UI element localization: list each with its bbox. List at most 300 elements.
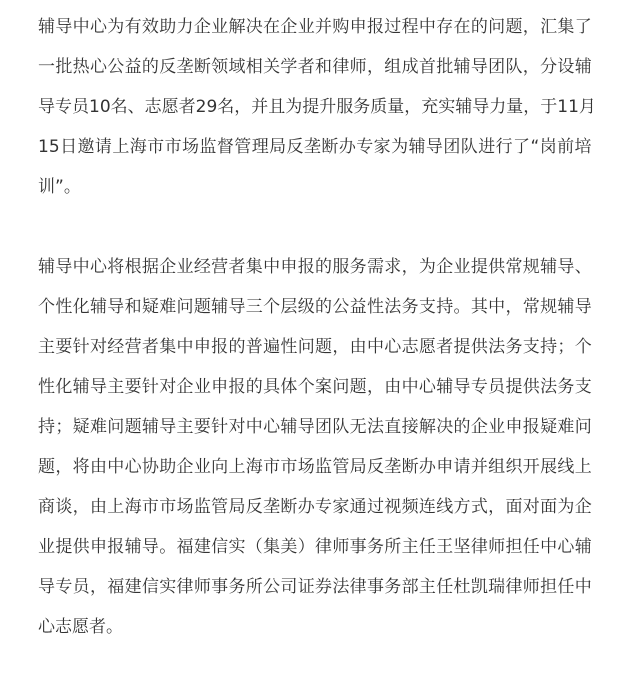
paragraph-2	[38, 247, 592, 647]
text-char: 律	[332, 57, 350, 77]
text-line	[38, 287, 592, 327]
text-char: 题	[124, 417, 142, 437]
text-char: 辅	[38, 17, 55, 37]
text-char: 务	[366, 537, 384, 557]
text-char: 题	[349, 377, 367, 397]
text-char: 中	[176, 337, 194, 357]
text-char: 管	[332, 457, 350, 477]
text-char: 由	[349, 337, 367, 357]
text-char: 司	[280, 577, 298, 597]
text-line	[38, 527, 592, 567]
text-char: 难	[89, 417, 107, 437]
text-char: 29	[195, 97, 218, 117]
text-char: 题	[505, 17, 523, 37]
text-char: 券	[315, 577, 332, 597]
text-char: 中	[72, 257, 90, 277]
text-char: 业	[176, 257, 194, 277]
text-char: 名	[217, 97, 235, 117]
text-char: ，	[366, 57, 384, 77]
text-char: 热	[72, 57, 90, 77]
text-char: 对	[228, 417, 246, 437]
text-char: 市	[263, 457, 281, 477]
text-char: 难	[557, 417, 575, 437]
text-char: 海	[124, 497, 142, 517]
text-char: 专	[55, 577, 73, 597]
text-char: 申	[349, 17, 367, 37]
text-char: 接	[401, 417, 419, 437]
text-char: 的	[453, 417, 471, 437]
text-char: 市	[164, 137, 182, 157]
text-char: 辅	[557, 297, 575, 317]
text-char: 场	[297, 457, 315, 477]
text-char: 题	[38, 457, 55, 477]
text-char: 员	[72, 97, 89, 117]
text-char: 请	[94, 137, 112, 157]
text-char: 辅	[280, 417, 298, 437]
text-char: 中	[263, 257, 281, 277]
text-char: 督	[216, 137, 234, 157]
text-char: 化	[72, 297, 90, 317]
text-char: 难	[159, 297, 177, 317]
text-char: 实	[438, 97, 456, 117]
text-char: 法	[366, 417, 384, 437]
text-line	[38, 607, 592, 647]
text-char: 供	[522, 377, 540, 397]
text-char: （	[245, 537, 263, 557]
text-char: 购	[332, 17, 350, 37]
text-char: 心	[89, 57, 107, 77]
text-char: 织	[505, 457, 523, 477]
text-char: 志	[144, 97, 162, 117]
text-char: 杜	[453, 577, 471, 597]
text-char: ；	[55, 417, 73, 437]
text-char: ，	[89, 577, 107, 597]
text-char: 报	[228, 377, 246, 397]
text-char: 局	[349, 457, 367, 477]
text-char: 组	[488, 457, 506, 477]
text-char: 导	[141, 537, 159, 557]
text-char: 辅	[453, 57, 471, 77]
text-char: 问	[176, 297, 194, 317]
text-char: 为	[418, 257, 436, 277]
text-char: 企	[280, 17, 298, 37]
text-char: 垄	[263, 497, 281, 517]
text-char: 进	[478, 137, 496, 157]
text-char: 题	[193, 297, 211, 317]
text-char: 反	[159, 57, 177, 77]
text-char: 实	[159, 577, 177, 597]
text-char: ，	[72, 497, 90, 517]
text-char: 无	[349, 417, 367, 437]
text-char: 中	[418, 17, 436, 37]
text-char: 问	[107, 417, 125, 437]
text-char: 律	[176, 577, 194, 597]
text-char: 垄	[176, 57, 194, 77]
text-char: 将	[107, 257, 125, 277]
text-line	[38, 327, 592, 367]
text-char: 中	[488, 297, 506, 317]
text-char: ，	[366, 377, 384, 397]
text-char: 辅	[72, 377, 90, 397]
text-char: 主	[401, 537, 419, 557]
text-char: 解	[418, 417, 436, 437]
text-char: 担	[505, 537, 523, 557]
text-char: 案	[315, 377, 332, 397]
text-char: ，	[523, 97, 541, 117]
text-char: 支	[522, 337, 540, 357]
text-char: ，	[234, 97, 252, 117]
text-char: ，	[332, 337, 350, 357]
text-line	[38, 567, 592, 607]
text-char: 性	[366, 297, 384, 317]
text-char: 反	[366, 457, 384, 477]
text-char: 业	[211, 17, 229, 37]
text-char: 展	[540, 457, 558, 477]
text-char: 了	[513, 137, 531, 157]
paragraph-1	[38, 7, 596, 207]
text-char: 普	[245, 337, 263, 357]
text-char: 效	[141, 17, 159, 37]
text-char: 报	[297, 257, 315, 277]
text-char: 的	[228, 337, 246, 357]
text-char: 化	[55, 377, 73, 397]
text-char: 10	[89, 97, 111, 117]
text-char: 辅	[436, 377, 454, 397]
text-char: 服	[336, 97, 354, 117]
text-char: 量	[506, 97, 524, 117]
text-char: 市	[159, 497, 177, 517]
text-char: 质	[370, 97, 388, 117]
text-char: 名	[110, 97, 128, 117]
text-char: 层	[280, 297, 298, 317]
text-char: 问	[297, 337, 315, 357]
text-char: 局	[228, 497, 246, 517]
text-char: 心	[384, 337, 402, 357]
text-char: 直	[384, 417, 402, 437]
text-char: 务	[349, 257, 367, 277]
text-line	[38, 487, 592, 527]
text-char: 15	[38, 137, 60, 157]
text-char: 月	[578, 97, 596, 117]
text-char: 申	[280, 257, 298, 277]
text-char: 申	[436, 457, 454, 477]
text-char: 导	[574, 297, 592, 317]
text-char: 由	[89, 457, 107, 477]
text-char: 律	[349, 577, 367, 597]
text-char: 为	[107, 17, 125, 37]
text-char: 海	[245, 457, 263, 477]
text-char: 瑞	[488, 577, 506, 597]
text-char: 于	[540, 97, 558, 117]
text-char: 法	[332, 577, 350, 597]
text-char: 过	[366, 497, 384, 517]
text-char: 、	[574, 257, 592, 277]
text-char: 并	[251, 97, 269, 117]
text-char: 。	[63, 177, 81, 197]
text-line	[38, 247, 592, 287]
text-char: “	[530, 137, 540, 157]
text-char: 常	[505, 257, 523, 277]
text-char: 任	[418, 537, 436, 557]
text-char: 和	[124, 297, 142, 317]
text-char: 开	[522, 457, 540, 477]
text-char: 规	[540, 297, 558, 317]
text-char: 心	[557, 537, 575, 557]
text-char: 务	[228, 577, 246, 597]
text-char: 愿	[161, 97, 179, 117]
text-char: 的	[315, 297, 332, 317]
text-char: 导	[89, 377, 107, 397]
text-char: 中	[107, 457, 125, 477]
text-char: 员	[72, 577, 90, 597]
text-char: 领	[211, 57, 229, 77]
text-char: 持	[38, 417, 55, 437]
text-char: 请	[453, 457, 471, 477]
text-char: 辅	[141, 417, 159, 437]
text-char: 辅	[540, 257, 558, 277]
text-char: ”	[55, 177, 64, 197]
text-char: 建	[193, 537, 211, 557]
text-char: 过	[384, 17, 402, 37]
text-char: 管	[234, 137, 252, 157]
text-char: 业	[38, 537, 55, 557]
text-char: 反	[245, 497, 263, 517]
text-char: 个	[297, 377, 315, 397]
text-char: ；	[557, 337, 575, 357]
text-char: 面	[505, 497, 523, 517]
text-char: 任	[557, 577, 575, 597]
text-char: 师	[349, 57, 367, 77]
text-char: 信	[141, 577, 159, 597]
text-char: 导	[107, 297, 125, 317]
text-char: 心	[124, 457, 142, 477]
text-char: 学	[280, 57, 298, 77]
text-char: 经	[107, 337, 125, 357]
text-char: 程	[401, 17, 419, 37]
text-char: 证	[297, 577, 315, 597]
text-char: 业	[297, 17, 315, 37]
text-char: 导	[55, 17, 73, 37]
text-char: 提	[453, 337, 471, 357]
text-char: 式	[470, 497, 488, 517]
text-char: 志	[401, 337, 419, 357]
text-char: 支	[574, 377, 592, 397]
text-char: 场	[182, 137, 200, 157]
text-char: 办	[297, 497, 315, 517]
text-char: 师	[522, 577, 540, 597]
text-char: 面	[540, 497, 558, 517]
text-char: 监	[199, 137, 217, 157]
text-char: 供	[72, 537, 90, 557]
text-char: 队	[505, 57, 523, 77]
text-char: 据	[141, 257, 159, 277]
text-char: 市	[141, 497, 159, 517]
text-char: 线	[436, 497, 454, 517]
text-char: 报	[107, 537, 125, 557]
text-char: 公	[332, 297, 350, 317]
text-char: 经	[193, 257, 211, 277]
text-char: 队	[332, 417, 350, 437]
text-char: 辅	[89, 297, 107, 317]
text-char: 所	[245, 577, 263, 597]
text-char: 导	[38, 97, 55, 117]
text-char: 导	[472, 97, 490, 117]
text-char: 企	[176, 457, 194, 477]
text-char: 所	[384, 537, 402, 557]
text-char: 问	[332, 377, 350, 397]
text-char: 。	[453, 297, 471, 317]
text-char: 集	[557, 17, 575, 37]
text-char: 导	[425, 137, 443, 157]
text-char: 对	[159, 377, 177, 397]
text-char: ）	[297, 537, 315, 557]
text-char: 个	[574, 337, 592, 357]
text-char: 中	[366, 337, 384, 357]
text-char: 任	[522, 537, 540, 557]
text-char: 体	[280, 377, 298, 397]
text-char: 需	[366, 257, 384, 277]
text-char: 团	[488, 57, 506, 77]
text-char: 有	[124, 17, 142, 37]
text-char: 性	[38, 377, 55, 397]
text-char: 业	[193, 377, 211, 397]
text-char: 者	[436, 337, 454, 357]
text-char: 法	[540, 377, 558, 397]
text-char: ，	[522, 57, 540, 77]
text-char: 首	[418, 57, 436, 77]
text-char: 持	[540, 337, 558, 357]
text-char: 培	[574, 137, 592, 157]
text-char: 业	[193, 457, 211, 477]
text-char: 者	[297, 57, 315, 77]
text-char: 者	[89, 617, 106, 637]
text-char: 主	[38, 337, 55, 357]
text-char: 行	[495, 137, 513, 157]
text-char: 导	[557, 257, 575, 277]
text-char: 助	[159, 457, 177, 477]
text-char: 企	[470, 417, 488, 437]
text-char: 师	[193, 577, 211, 597]
text-char: 疑	[540, 417, 558, 437]
text-char: 王	[436, 537, 454, 557]
text-char: 心	[263, 417, 281, 437]
text-char: 理	[251, 137, 269, 157]
text-char: 供	[488, 257, 506, 277]
text-char: 设	[557, 57, 575, 77]
text-char: 专	[470, 377, 488, 397]
text-char: 要	[55, 337, 73, 357]
text-char: 根	[124, 257, 142, 277]
text-char: 辅	[408, 137, 426, 157]
text-char: 前	[557, 137, 575, 157]
text-char: 监	[315, 457, 332, 477]
text-char: 针	[141, 377, 159, 397]
text-char: 办	[338, 137, 356, 157]
text-char: 线	[557, 457, 575, 477]
text-char: 题	[315, 337, 332, 357]
text-char: 汇	[540, 17, 558, 37]
text-char: 法	[384, 297, 402, 317]
text-char: 企	[574, 497, 592, 517]
text-char: 者	[141, 337, 159, 357]
text-char: 垄	[384, 457, 402, 477]
text-char: 提	[302, 97, 320, 117]
text-char: 问	[574, 417, 592, 437]
text-char: 断	[401, 457, 419, 477]
text-char: 公	[263, 577, 281, 597]
text-char: 力	[176, 17, 194, 37]
text-char: 实	[228, 537, 246, 557]
text-char: 在	[263, 17, 281, 37]
text-line	[38, 447, 592, 487]
text-line	[38, 7, 592, 47]
text-char: 场	[176, 497, 194, 517]
text-char: 、	[127, 97, 145, 117]
text-char: 心	[38, 617, 55, 637]
text-char: 者	[178, 97, 196, 117]
text-char: 申	[89, 537, 107, 557]
text-char: 辅	[574, 57, 592, 77]
text-char: 方	[453, 497, 471, 517]
text-char: 申	[505, 417, 523, 437]
text-char: 规	[522, 257, 540, 277]
text-char: 中	[401, 377, 419, 397]
text-char: 提	[505, 377, 523, 397]
text-char: 力	[489, 97, 507, 117]
text-line	[38, 367, 592, 407]
text-char: 辅	[38, 257, 55, 277]
text-char: 上	[228, 457, 246, 477]
text-char: 律	[315, 537, 332, 557]
text-char: 导	[228, 297, 246, 317]
text-char: 且	[268, 97, 286, 117]
text-char: 报	[522, 417, 540, 437]
text-char: 上	[112, 137, 130, 157]
text-char: 个	[263, 297, 281, 317]
text-char: 务	[353, 97, 371, 117]
text-char: 福	[107, 577, 125, 597]
text-char: 由	[384, 377, 402, 397]
text-char: 坚	[453, 537, 471, 557]
text-char: 域	[228, 57, 246, 77]
text-char: 家	[373, 137, 391, 157]
text-char: 心	[418, 377, 436, 397]
text-char: 其	[470, 297, 488, 317]
text-char: 者	[228, 257, 246, 277]
text-char: 要	[193, 417, 211, 437]
text-char: 充	[421, 97, 439, 117]
text-char: 视	[384, 497, 402, 517]
text-char: 反	[286, 137, 304, 157]
text-char: 家	[332, 497, 350, 517]
text-char: 事	[349, 537, 367, 557]
text-char: 中	[540, 537, 558, 557]
text-char: 导	[453, 377, 471, 397]
text-char: 决	[436, 417, 454, 437]
text-char: 申	[211, 377, 229, 397]
text-char: 持	[436, 297, 454, 317]
text-char: 辅	[455, 97, 473, 117]
text-char: 专	[356, 137, 374, 157]
text-char: 法	[488, 337, 506, 357]
text-char: 为	[391, 137, 409, 157]
text-char: 团	[315, 417, 332, 437]
text-char: ，	[55, 457, 73, 477]
text-char: 日	[60, 137, 78, 157]
text-char: 谈	[55, 497, 73, 517]
text-char: 导	[159, 417, 177, 437]
text-char: 分	[540, 57, 558, 77]
